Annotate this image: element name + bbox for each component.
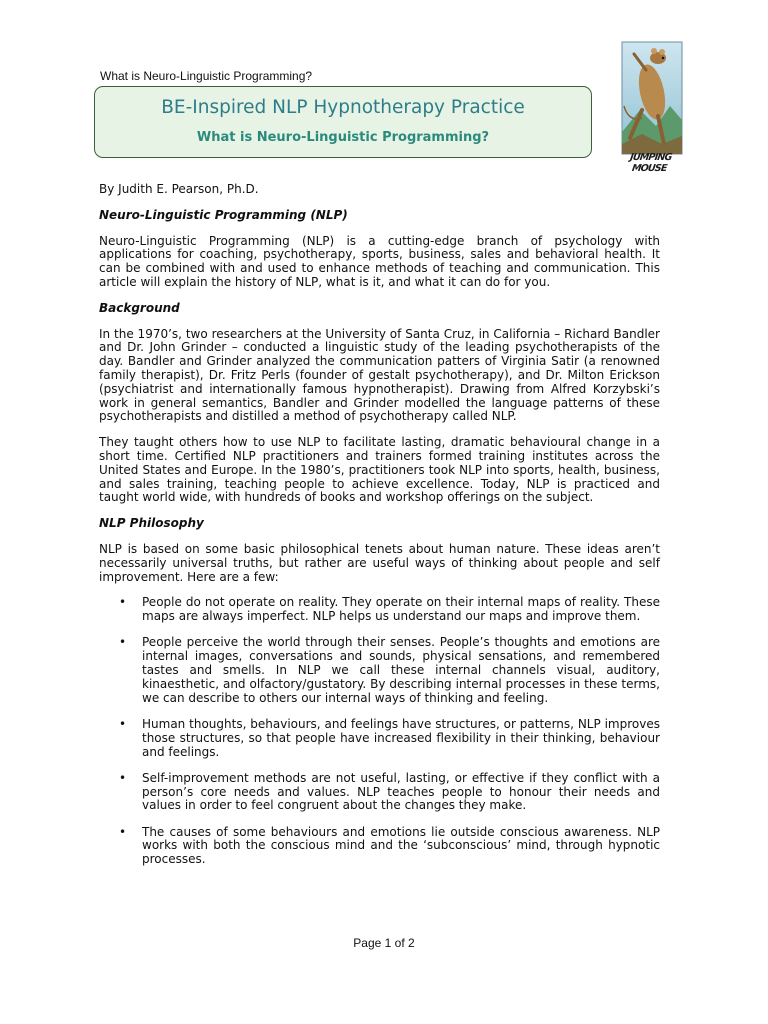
bullet-icon: • bbox=[119, 770, 127, 785]
intro-paragraph: Neuro-Linguistic Programming (NLP) is a cutting-edge branch of psychology with applications for coaching, psychotherapy, sports, business, sales and behavioral health. It can be combined with and used to enhance methods of teaching and communication. This article will explain the history of NLP, what is it, and what it can do for you. bbox=[99, 233, 660, 289]
list-item-text: People perceive the world through their senses. People’s thoughts and emotions are internal images, conversations and sounds, physical sensations, and remembered tastes and smells. In NLP we call these internal channels visual, auditory, kinaesthetic, and olfactory/gustatory. By describing internal processes in these terms, we can describe to others our internal ways of thinking and feeling. bbox=[142, 635, 660, 705]
document-title: BE-Inspired NLP Hypnotherapy Practice bbox=[161, 97, 525, 118]
page-number: Page 1 of 2 bbox=[353, 936, 415, 950]
section-heading-nlp: Neuro-Linguistic Programming (NLP) bbox=[99, 207, 348, 222]
title-box bbox=[94, 86, 592, 158]
list-item-text: The causes of some behaviours and emotions lie outside conscious awareness. NLP works with both the conscious mind and the ‘subconscious’ mind, through hypnotic processes. bbox=[142, 824, 660, 867]
list-item-text: Human thoughts, behaviours, and feelings have structures, or patterns, NLP improves those structures, so that people have increased flexibility in their thinking, behaviour and feelings. bbox=[142, 716, 660, 759]
list-item bbox=[99, 718, 660, 759]
bullet-icon: • bbox=[119, 824, 127, 839]
article-body bbox=[99, 183, 660, 880]
background-paragraph-1: In the 1970’s, two researchers at the University of Santa Cruz, in California – Richard Bandler and Dr. John Grinder – conducted a linguistic study of the leading psychotherapists of the day. Bandler and Grinder analyzed the communication patters of Virginia Satir (a renowned family therapist), Dr. Fritz Perls (founder of gestalt psychotherapy), and Dr. Milton Erickson (psychiatrist and internationally famous hypnotherapist). Drawing from Alfred Korzybski’s work in general semantics, Bandler and Grinder modelled the language patterns of these psychotherapists and distilled a method of psychotherapy called NLP. bbox=[99, 326, 660, 424]
section-heading-philosophy: NLP Philosophy bbox=[99, 516, 204, 531]
background-paragraph-2: They taught others how to use NLP to facilitate lasting, dramatic behavioural change in a short time. Certified NLP practitioners and trainers formed training institutes across the United States and Europe. In the 1980’s, practitioners took NLP into sports, health, business, and sales training, teaching people to achieve excellence. Today, NLP is practiced and taught world wide, with hundreds of books and workshop offerings on the subject. bbox=[99, 435, 660, 505]
philosophy-bullet-list bbox=[99, 596, 660, 867]
list-item bbox=[99, 596, 660, 624]
bullet-icon: • bbox=[119, 635, 127, 650]
list-item bbox=[99, 826, 660, 867]
philosophy-intro-paragraph: NLP is based on some basic philosophical tenets about human nature. These ideas aren’t necessarily universal truths, but rather are useful ways of thinking about people and self improvement. Here are a few: bbox=[99, 541, 660, 584]
byline: By Judith E. Pearson, Ph.D. bbox=[99, 182, 259, 196]
section-heading-background: Background bbox=[99, 300, 180, 315]
logo-text: JUMPING MOUSE bbox=[629, 152, 673, 174]
mouse-illustration-icon bbox=[612, 40, 688, 158]
bullet-icon: • bbox=[119, 716, 127, 731]
running-header: What is Neuro-Linguistic Programming? bbox=[100, 69, 313, 83]
bullet-icon: • bbox=[119, 595, 127, 610]
list-item-text: Self-improvement methods are not useful, lasting, or effective if they conflict with a person’s core needs and values. NLP teaches people to honour their needs and values in order to feel congruent about the changes they make. bbox=[142, 770, 660, 813]
list-item bbox=[99, 772, 660, 813]
list-item bbox=[99, 636, 660, 705]
jumping-mouse-logo bbox=[612, 40, 688, 174]
document-subtitle: What is Neuro-Linguistic Programming? bbox=[196, 130, 490, 145]
list-item-text: People do not operate on reality. They operate on their internal maps of reality. These maps are always imperfect. NLP helps us understand our maps and improve them. bbox=[142, 595, 660, 624]
